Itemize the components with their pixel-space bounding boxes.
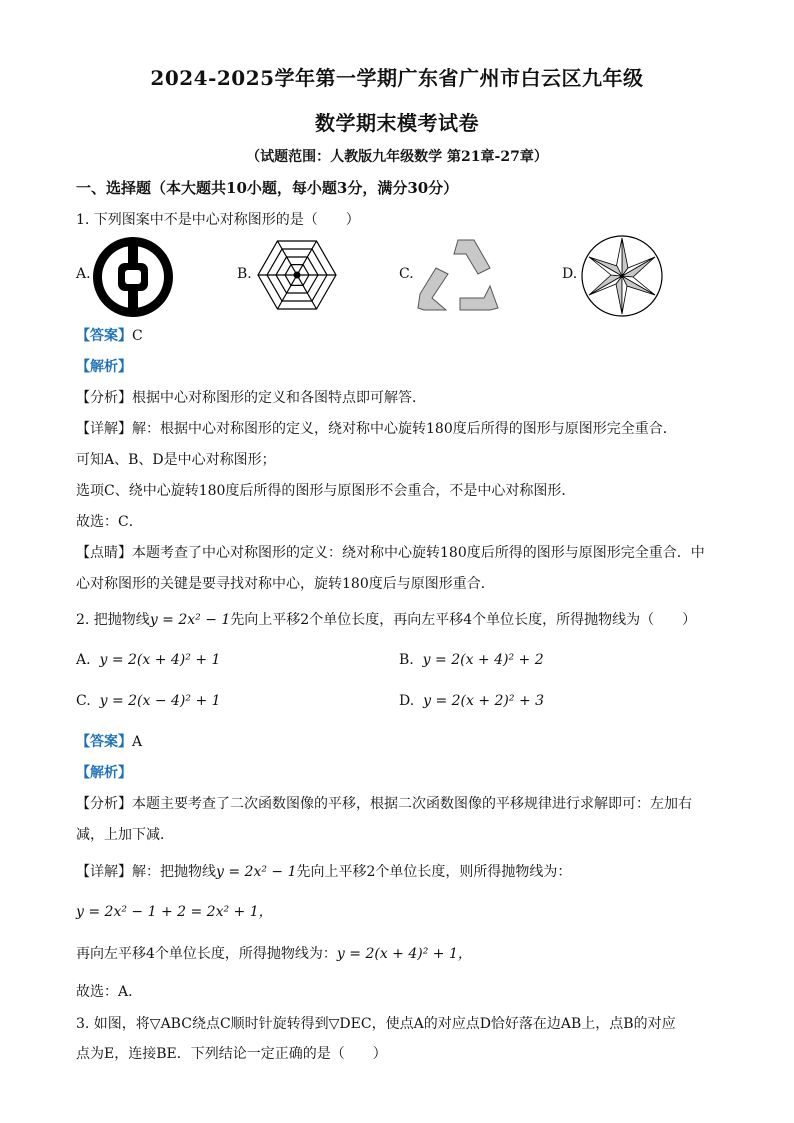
q2-shift-text: 再向左平移4个单位长度，所得抛物线为： <box>76 946 337 962</box>
q2-xiangjie-eq: y = 2x² − 1 <box>216 864 297 880</box>
q2-fenxi-line2: 减，上加下减． <box>76 827 174 843</box>
q1-option-b-label: B. <box>237 266 252 282</box>
q2-option-b-label: B. <box>399 652 414 668</box>
q1-fenxi-line <box>76 387 426 407</box>
q2-option-a-label: A. <box>76 652 91 668</box>
q2-stem-eq: y = 2x² − 1 <box>149 612 231 628</box>
q2-shift-eq: y = 2(x + 4)² + 1， <box>336 946 472 962</box>
q2-option-c-label: C. <box>76 693 91 709</box>
q2-answer-line <box>76 731 142 751</box>
exam-title-line2: 数学期末模考试卷 <box>315 111 479 135</box>
analysis-tag: 【解析】 <box>76 359 132 375</box>
q1-option-d-label: D. <box>562 266 578 282</box>
q1-conclusion: 故选：C． <box>76 514 143 530</box>
star-in-circle-icon <box>580 234 664 318</box>
q2-xiangjie-line <box>76 861 571 881</box>
q2-option-b-expr: y = 2(x + 4)² + 2 <box>422 652 544 668</box>
analysis-tag: 【解析】 <box>76 765 132 781</box>
q2-option-a <box>76 652 220 668</box>
q1-dianjing-text1: 本题考查了中心对称图形的定义：绕对称中心旋转180度后所得的图形与原图形完全重合．中 <box>132 545 705 561</box>
hexagon-web-icon <box>256 238 338 312</box>
recycle-triangle-icon <box>416 238 500 312</box>
exam-title-line1: 2024-2025学年第一学期广东省广州市白云区九年级 <box>150 66 644 90</box>
q2-stem-b: 先向上平移2个单位长度，再向左平移4个单位长度，所得抛物线为（ ） <box>230 612 697 628</box>
q2-option-b <box>399 652 544 668</box>
answer-tag: 【答案】 <box>76 328 132 344</box>
q1-option-c-label: C. <box>399 266 414 282</box>
q1-fenxi-text: 根据中心对称图形的定义和各图特点即可解答． <box>132 390 426 406</box>
q1-option-a-label: A. <box>76 266 91 282</box>
q2-stem <box>76 609 696 629</box>
ancient-coin-icon <box>92 236 174 318</box>
q2-option-d <box>399 693 544 709</box>
q1-detail-line3: 选项C、绕中心旋转180度后所得的图形与原图形不会重合，不是中心对称图形． <box>76 483 576 499</box>
q2-option-c-expr: y = 2(x − 4)² + 1 <box>99 693 221 709</box>
q2-option-c <box>76 693 221 709</box>
q1-detail-line2: 可知A、B、D是中心对称图形； <box>76 452 276 468</box>
q2-shift-line <box>76 943 472 963</box>
q1-answer-line <box>76 325 143 345</box>
q2-option-d-label: D. <box>399 693 415 709</box>
q2-option-d-expr: y = 2(x + 2)² + 3 <box>423 693 545 709</box>
exam-range: （试题范围：人教版九年级数学 第21章-27章） <box>246 149 548 165</box>
q1-answer: C <box>132 328 143 344</box>
q1-analysis-line <box>76 356 132 376</box>
q3-stem-line2: 点为E，连接BE．下列结论一定正确的是（ ） <box>76 1046 387 1062</box>
q1-dianjing-line2: 心对称图形的关键是要寻找对称中心，旋转180度后与原图形重合． <box>76 576 495 592</box>
q2-answer: A <box>132 734 143 750</box>
q2-stem-a: 2. 把抛物线 <box>76 612 150 628</box>
dianjing-tag: 【点睛】 <box>76 545 132 561</box>
q2-fenxi-line1 <box>76 793 692 813</box>
q1-xiangjie-line <box>76 418 677 438</box>
section-heading: 一、选择题（本大题共10小题，每小题3分，满分30分） <box>76 179 459 197</box>
q2-conclusion: 故选：A． <box>76 984 143 1000</box>
xiangjie-tag: 【详解】 <box>76 421 132 437</box>
q2-fenxi-text1: 本题主要考查了二次函数图像的平移，根据二次函数图像的平移规律进行求解即可：左加右 <box>132 796 692 812</box>
q1-dianjing-line1 <box>76 542 705 562</box>
answer-tag: 【答案】 <box>76 734 132 750</box>
q3-stem-line1: 3. 如图，将▽ABC绕点C顺时针旋转得到▽DEC，使点A的对应点D恰好落在边AB上，点B的对应 <box>76 1016 676 1032</box>
q2-xiangjie-b: 先向上平移2个单位长度，则所得抛物线为： <box>296 864 572 880</box>
q1-stem: 1. 下列图案中不是中心对称图形的是（ ） <box>76 212 360 228</box>
fenxi-tag: 【分析】 <box>76 390 132 406</box>
q1-xiangjie-text: 解：根据中心对称图形的定义，绕对称中心旋转180度后所得的图形与原图形完全重合． <box>132 421 677 437</box>
q2-calc-line: y = 2x² − 1 + 2 = 2x² + 1， <box>76 904 273 920</box>
fenxi-tag: 【分析】 <box>76 796 132 812</box>
xiangjie-tag: 【详解】 <box>76 864 132 880</box>
q2-option-a-expr: y = 2(x + 4)² + 1 <box>99 652 221 668</box>
q2-xiangjie-a: 解：把抛物线 <box>132 864 216 880</box>
q2-analysis-line <box>76 762 132 782</box>
